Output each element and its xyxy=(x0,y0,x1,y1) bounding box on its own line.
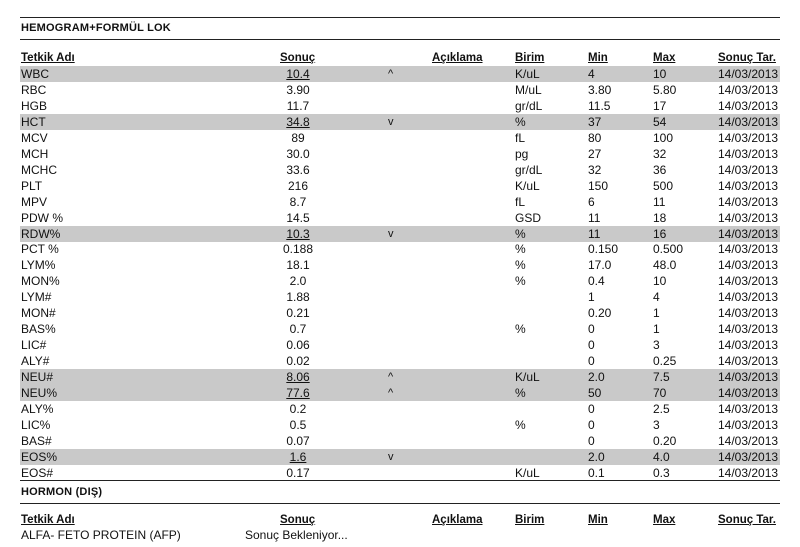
abnormal-flag: v xyxy=(388,115,394,128)
reference-min: 0 xyxy=(588,433,595,448)
abnormal-flag: ^ xyxy=(388,68,394,80)
result-date: 14/03/2013 xyxy=(718,178,779,193)
reference-max: 36 xyxy=(653,162,667,177)
reference-min: 0.20 xyxy=(588,306,612,321)
result-date: 14/03/2013 xyxy=(718,146,779,161)
test-name: MCH xyxy=(21,146,49,161)
abnormal-flag: v xyxy=(388,450,394,463)
result-date: 14/03/2013 xyxy=(718,338,779,353)
test-result: 0.188 xyxy=(282,242,314,257)
test-unit: % xyxy=(515,242,526,257)
test-name: MCV xyxy=(21,130,48,145)
abnormal-flag: ^ xyxy=(388,387,394,399)
table-row xyxy=(20,162,780,178)
result-date: 14/03/2013 xyxy=(718,306,779,321)
test-result: 10.4 xyxy=(286,67,310,81)
table-row xyxy=(20,417,780,433)
section-divider xyxy=(20,17,780,18)
test-unit: K/uL xyxy=(515,178,540,193)
header-test-name: Tetkik Adı xyxy=(21,52,75,64)
header-note: Açıklama xyxy=(432,514,483,526)
reference-min: 0 xyxy=(588,322,595,337)
test-result: 0.2 xyxy=(289,401,307,416)
test-name: LIC# xyxy=(21,338,47,353)
test-name: RDW% xyxy=(21,226,61,241)
test-result: 0.06 xyxy=(286,338,310,353)
header-max: Max xyxy=(653,514,676,526)
reference-min: 0.1 xyxy=(588,465,605,480)
test-unit: gr/dL xyxy=(515,162,543,177)
test-name: WBC xyxy=(21,67,49,81)
test-result: 0.02 xyxy=(286,354,310,369)
test-result: 77.6 xyxy=(286,386,310,400)
table-row xyxy=(20,114,780,130)
test-unit: K/uL xyxy=(515,465,540,480)
table-row xyxy=(20,449,780,465)
test-unit: fL xyxy=(515,130,526,145)
test-result: 34.8 xyxy=(286,114,310,129)
table-row xyxy=(20,66,780,82)
reference-min: 2.0 xyxy=(588,449,605,464)
test-name: PDW % xyxy=(21,210,63,225)
reference-min: 0.4 xyxy=(588,274,605,289)
header-result: Sonuç xyxy=(280,514,316,526)
test-unit: % xyxy=(515,226,526,241)
table-row xyxy=(20,178,780,194)
table-row xyxy=(20,369,780,385)
reference-min: 0 xyxy=(588,354,595,369)
result-date: 14/03/2013 xyxy=(718,322,779,337)
result-date: 14/03/2013 xyxy=(718,417,779,432)
result-date: 14/03/2013 xyxy=(718,83,779,97)
reference-min: 11 xyxy=(588,226,601,241)
result-date: 14/03/2013 xyxy=(718,433,779,448)
test-name: EOS# xyxy=(21,465,54,480)
reference-min: 0 xyxy=(588,417,595,432)
test-unit: pg xyxy=(515,146,529,161)
reference-max: 48.0 xyxy=(653,258,677,273)
reference-min: 50 xyxy=(588,386,602,400)
table-row xyxy=(20,305,780,321)
table-row-afp xyxy=(20,527,780,543)
test-unit: M/uL xyxy=(515,83,542,97)
reference-max: 17 xyxy=(653,98,667,113)
table-row xyxy=(20,226,780,242)
table-row xyxy=(20,257,780,273)
test-unit: % xyxy=(515,322,526,337)
reference-max: 3 xyxy=(653,338,660,353)
reference-min: 150 xyxy=(588,178,609,193)
test-name: ALY# xyxy=(21,354,50,369)
test-name: LYM# xyxy=(21,290,52,305)
abnormal-flag: ^ xyxy=(388,371,394,384)
test-unit: % xyxy=(515,386,526,400)
test-unit: % xyxy=(515,258,526,273)
test-unit: % xyxy=(515,417,526,432)
test-result: 216 xyxy=(287,178,309,193)
section-divider xyxy=(20,480,780,481)
section-title-hemogram: HEMOGRAM+FORMÜL LOK xyxy=(21,22,171,34)
reference-min: 27 xyxy=(588,146,602,161)
test-name: MPV xyxy=(21,194,48,209)
result-date: 14/03/2013 xyxy=(718,162,779,177)
reference-max: 70 xyxy=(653,386,667,400)
reference-max: 4 xyxy=(653,290,660,305)
reference-min: 0.150 xyxy=(588,242,619,257)
test-result: 1.6 xyxy=(289,449,307,464)
header-unit: Birim xyxy=(515,52,545,64)
reference-min: 37 xyxy=(588,114,602,129)
reference-min: 11.5 xyxy=(588,98,611,113)
result-date: 14/03/2013 xyxy=(718,274,779,289)
reference-min: 4 xyxy=(588,67,595,81)
test-name: HGB xyxy=(21,98,48,113)
reference-max: 2.5 xyxy=(653,401,670,416)
reference-max: 16 xyxy=(653,226,667,241)
table-row xyxy=(20,289,780,305)
test-unit: gr/dL xyxy=(515,98,543,113)
table-row xyxy=(20,385,780,401)
table-row xyxy=(20,337,780,353)
test-result: 0.7 xyxy=(289,322,307,337)
test-unit: K/uL xyxy=(515,370,540,385)
test-name: NEU% xyxy=(21,386,58,400)
reference-max: 0.500 xyxy=(653,242,684,257)
table-row xyxy=(20,465,780,481)
result-date: 14/03/2013 xyxy=(718,449,779,464)
reference-max: 11 xyxy=(653,194,666,209)
test-unit: K/uL xyxy=(515,67,540,81)
test-name: PCT % xyxy=(21,242,59,257)
test-name: NEU# xyxy=(21,370,54,385)
result-date: 14/03/2013 xyxy=(718,242,779,257)
test-unit: % xyxy=(515,274,526,289)
table-row xyxy=(20,401,780,417)
table-row xyxy=(20,98,780,114)
table-row xyxy=(20,433,780,449)
test-name: ALFA- FETO PROTEIN (AFP) xyxy=(21,528,181,542)
result-date: 14/03/2013 xyxy=(718,114,779,129)
header-max: Max xyxy=(653,52,676,64)
reference-max: 18 xyxy=(653,210,667,225)
reference-max: 100 xyxy=(653,130,674,145)
reference-min: 1 xyxy=(588,290,595,305)
reference-min: 0 xyxy=(588,338,595,353)
test-name: LIC% xyxy=(21,417,51,432)
test-result: Sonuç Bekleniyor... xyxy=(245,528,348,542)
reference-max: 4.0 xyxy=(653,449,670,464)
test-name: ALY% xyxy=(21,401,54,416)
table-row xyxy=(20,130,780,146)
reference-max: 3 xyxy=(653,417,660,432)
header-min: Min xyxy=(588,514,608,526)
test-result: 0.07 xyxy=(286,433,310,448)
header-unit: Birim xyxy=(515,514,545,526)
test-name: BAS# xyxy=(21,433,52,448)
result-date: 14/03/2013 xyxy=(718,258,779,273)
table-row xyxy=(20,82,780,98)
header-result: Sonuç xyxy=(280,52,316,64)
table-row xyxy=(20,146,780,162)
result-date: 14/03/2013 xyxy=(718,401,779,416)
table-row xyxy=(20,321,780,337)
test-result: 33.6 xyxy=(286,162,310,177)
abnormal-flag: v xyxy=(388,227,394,240)
test-result: 14.5 xyxy=(286,210,310,225)
test-result: 2.0 xyxy=(289,274,307,289)
reference-min: 3.80 xyxy=(588,83,612,97)
test-result: 30.0 xyxy=(286,146,310,161)
test-result: 0.21 xyxy=(286,306,310,321)
reference-max: 0.20 xyxy=(653,433,677,448)
test-name: RBC xyxy=(21,83,47,97)
test-result: 10.3 xyxy=(286,226,310,241)
header-note: Açıklama xyxy=(432,52,483,64)
reference-min: 17.0 xyxy=(588,258,612,273)
header-min: Min xyxy=(588,52,608,64)
result-date: 14/03/2013 xyxy=(718,130,779,145)
table-row xyxy=(20,273,780,289)
result-date: 14/03/2013 xyxy=(718,98,779,113)
reference-min: 11 xyxy=(588,210,601,225)
reference-max: 5.80 xyxy=(653,83,677,97)
test-result: 8.06 xyxy=(286,370,310,385)
reference-max: 0.25 xyxy=(653,354,677,369)
test-result: 89 xyxy=(291,130,305,145)
reference-min: 6 xyxy=(588,194,595,209)
section-divider xyxy=(20,503,780,504)
reference-max: 10 xyxy=(653,67,667,81)
test-name: LYM% xyxy=(21,258,56,273)
reference-max: 32 xyxy=(653,146,667,161)
test-unit: fL xyxy=(515,194,526,209)
reference-max: 1 xyxy=(653,322,660,337)
header-test-name: Tetkik Adı xyxy=(21,514,75,526)
reference-min: 32 xyxy=(588,162,602,177)
result-date: 14/03/2013 xyxy=(718,370,779,385)
section-title-hormone: HORMON (DIŞ) xyxy=(21,486,103,498)
reference-max: 10 xyxy=(653,274,667,289)
result-date: 14/03/2013 xyxy=(718,210,779,225)
test-result: 3.90 xyxy=(286,83,310,97)
test-name: EOS% xyxy=(21,449,58,464)
reference-min: 0 xyxy=(588,401,595,416)
test-result: 18.1 xyxy=(286,258,310,273)
result-date: 14/03/2013 xyxy=(718,354,779,369)
reference-min: 2.0 xyxy=(588,370,605,385)
test-result: 0.5 xyxy=(289,417,307,432)
test-result: 0.17 xyxy=(286,465,310,480)
reference-max: 7.5 xyxy=(653,370,670,385)
test-unit: GSD xyxy=(515,210,542,225)
result-date: 14/03/2013 xyxy=(718,67,779,81)
table-row xyxy=(20,194,780,210)
result-date: 14/03/2013 xyxy=(718,290,779,305)
test-result: 8.7 xyxy=(289,194,307,209)
reference-max: 1 xyxy=(653,306,660,321)
result-date: 14/03/2013 xyxy=(718,386,779,400)
test-name: MCHC xyxy=(21,162,57,177)
result-date: 14/03/2013 xyxy=(718,194,779,209)
reference-max: 0.3 xyxy=(653,465,670,480)
test-result: 1.88 xyxy=(286,290,310,305)
reference-max: 54 xyxy=(653,114,667,129)
header-date: Sonuç Tar. xyxy=(718,52,776,64)
test-name: MON% xyxy=(21,274,60,289)
test-name: PLT xyxy=(21,178,43,193)
test-name: BAS% xyxy=(21,322,56,337)
section-divider xyxy=(20,39,780,40)
test-name: MON# xyxy=(21,306,56,321)
result-date: 14/03/2013 xyxy=(718,465,779,480)
table-row xyxy=(20,210,780,226)
header-date: Sonuç Tar. xyxy=(718,514,776,526)
reference-min: 80 xyxy=(588,130,602,145)
test-result: 11.7 xyxy=(286,98,310,113)
table-row xyxy=(20,353,780,369)
test-unit: % xyxy=(515,114,526,129)
result-date: 14/03/2013 xyxy=(718,226,779,241)
reference-max: 500 xyxy=(653,178,674,193)
test-name: HCT xyxy=(21,114,46,129)
table-row xyxy=(20,241,780,257)
